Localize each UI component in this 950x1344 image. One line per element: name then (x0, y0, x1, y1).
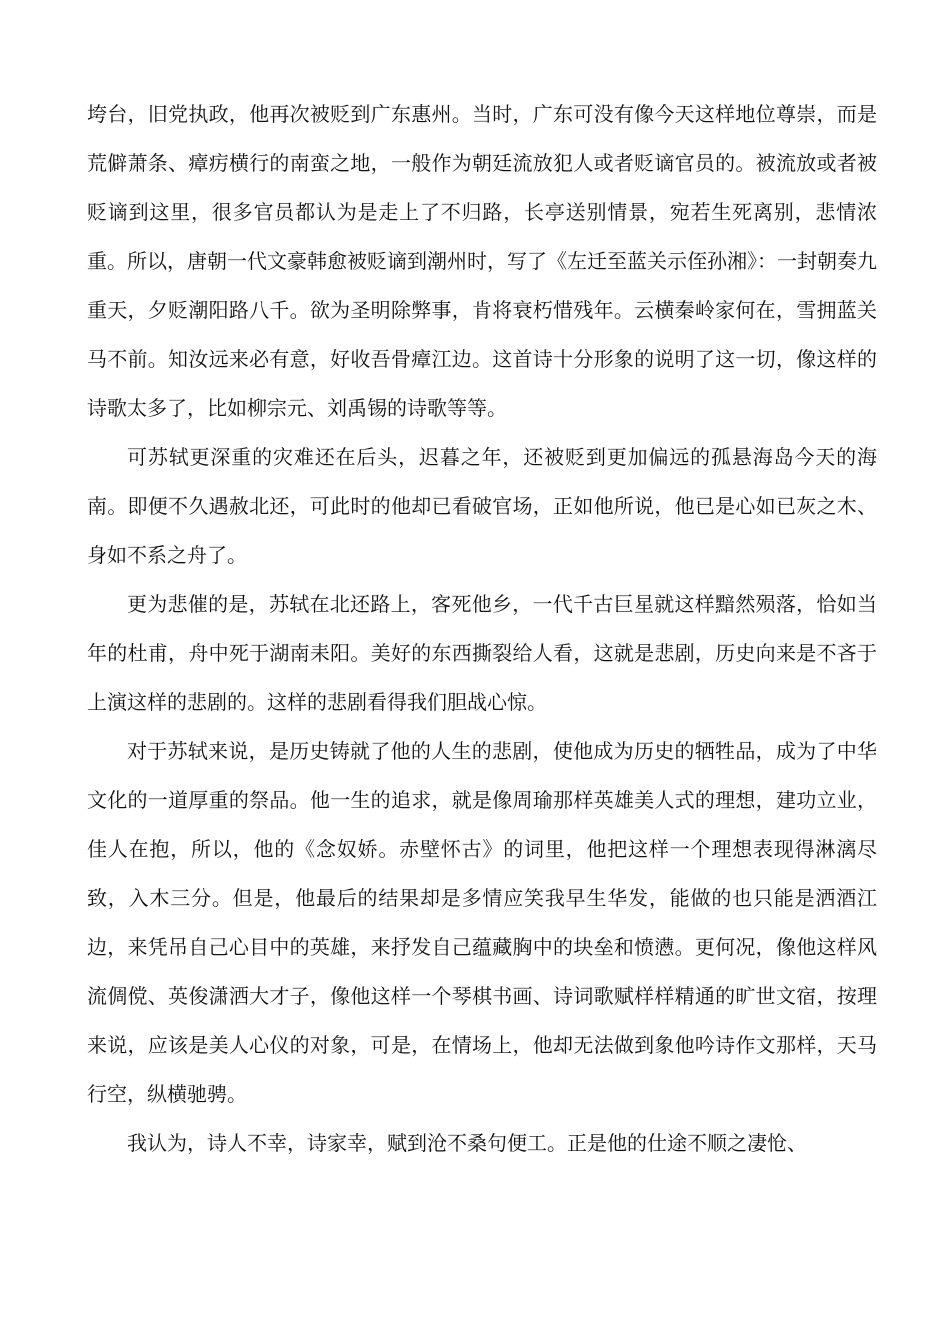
paragraph-3: 更为悲催的是，苏轼在北还路上，客死他乡，一代千古巨星就这样黯然殒落，恰如当年的杜甫，舟中死于湖南耒阳。美好的东西撕裂给人看，这就是悲剧，历史向来是不吝于上演这样的悲剧的。这样的悲剧看得我们胆战心惊。 (87, 592, 877, 714)
paragraph-4: 对于苏轼来说，是历史铸就了他的人生的悲剧，使他成为历史的牺牲品，成为了中华文化的一道厚重的祭品。他一生的追求，就是像周瑜那样英雄美人式的理想，建功立业，佳人在抱，所以，他的《念奴娇。赤壁怀古》的词里，他把这样一个理想表现得淋漓尽致，入木三分。但是，他最后的结果却是多情应笑我早生华发，能做的也只能是洒酒江边，来凭吊自己心目中的英雄，来抒发自己蕴藏胸中的块垒和愤懑。更何况，像他这样风流倜傥、英俊潇洒大才子，像他这样一个琴棋书画、诗词歌赋样样精通的旷世文宿，按理来说，应该是美人心仪的对象，可是，在情场上，他却无法做到象他吟诗作文那样，天马行空，纵横驰骋。 (87, 739, 877, 1106)
paragraph-2: 可苏轼更深重的灾难还在后头，迟暮之年，还被贬到更加偏远的孤悬海岛今天的海南。即便不久遇赦北还，可此时的他却已看破官场，正如他所说，他已是心如已灰之木、身如不系之舟了。 (87, 445, 877, 567)
paragraph-1: 垮台，旧党执政，他再次被贬到广东惠州。当时，广东可没有像今天这样地位尊崇，而是荒僻萧条、瘴疠横行的南蛮之地，一般作为朝廷流放犯人或者贬谪官员的。被流放或者被贬谪到这里，很多官员都认为是走上了不归路，长亭送别情景，宛若生死离别，悲情浓重。所以，唐朝一代文豪韩愈被贬谪到潮州时，写了《左迁至蓝关示侄孙湘》：一封朝奏九重天，夕贬潮阳路八千。欲为圣明除弊事，肯将衰朽惜残年。云横秦岭家何在，雪拥蓝关马不前。知汝远来必有意，好收吾骨瘴江边。这首诗十分形象的说明了这一切，像这样的诗歌太多了，比如柳宗元、刘禹锡的诗歌等等。 (87, 102, 877, 420)
body-text (87, 90, 877, 1168)
paragraph-5: 我认为，诗人不幸，诗家幸，赋到沧不桑句便工。正是他的仕途不顺之凄怆、 (127, 1131, 807, 1155)
